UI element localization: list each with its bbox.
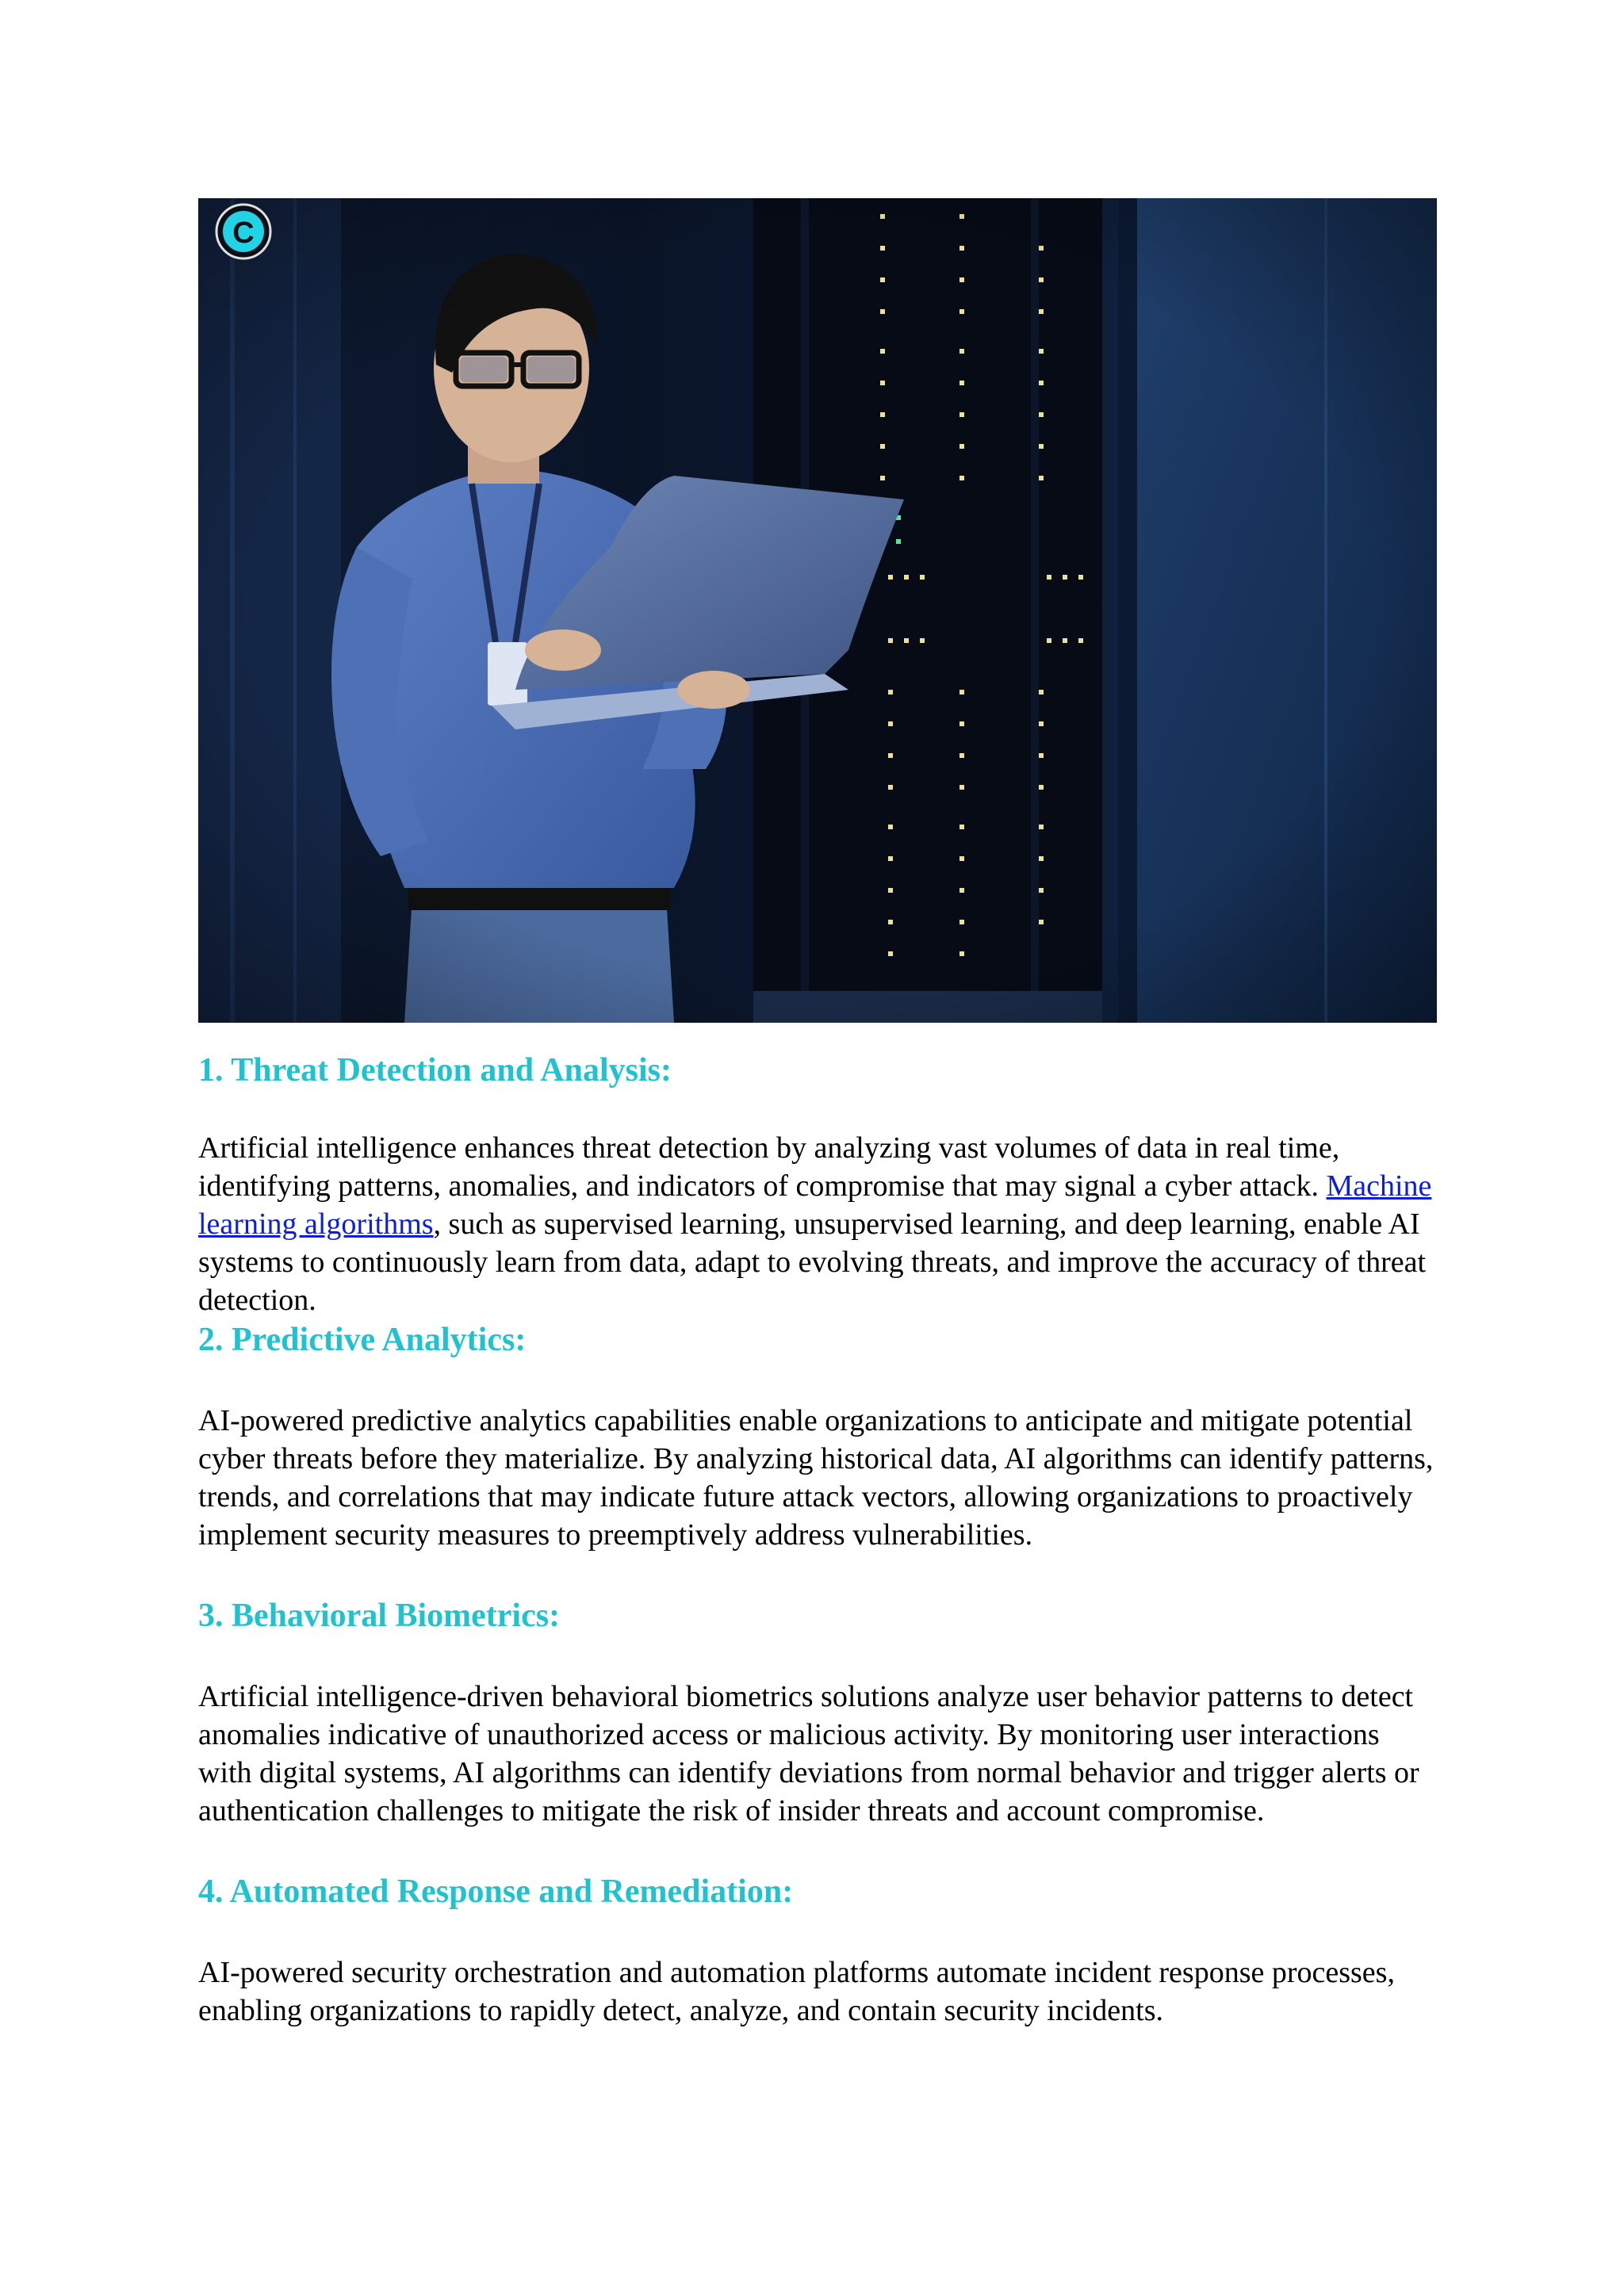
hero-image xyxy=(198,198,1437,1023)
section-title-automated-response: 4. Automated Response and Remediation: xyxy=(198,1873,794,1910)
section-title-behavioral-biometrics: 3. Behavioral Biometrics: xyxy=(198,1598,561,1634)
article-content xyxy=(198,198,1437,2030)
c-logo-icon xyxy=(216,205,270,258)
body-text-part: Artificial intelligence enhances threat detection by analyzing vast volumes of data in real time, identifying patterns, anomalies, and indicators of compromise that may signal a cyber attack. xyxy=(198,1131,1340,1203)
machine-learning-link[interactable]: Machine learning algorithms xyxy=(198,1169,1432,1241)
body-text-part: , such as supervised learning, unsupervised learning, and deep learning, enable AI systems to continuously learn from data, adapt to evolving threats, and improve the accuracy of threat detection. xyxy=(198,1207,1427,1317)
section-title-predictive-analytics: 2. Predictive Analytics: xyxy=(198,1322,527,1358)
section-body-predictive-analytics: AI-powered predictive analytics capabilities enable organizations to anticipate and mitigate potential cyber threats before they materialize. By analyzing historical data, AI algorithms can identify patterns, trends, and correlations that may indicate future attack vectors, allowing organizations to proactively implement security measures to preemptively address vulnerabilities. xyxy=(198,1404,1434,1552)
section-body-threat-detection xyxy=(198,1129,1437,1319)
logo-letter: C xyxy=(232,216,255,250)
section-body-behavioral-biometrics: Artificial intelligence-driven behavioral biometrics solutions analyze user behavior patterns to detect anomalies indicative of unauthorized access or malicious activity. By monitoring user interactions with digital systems, AI algorithms can identify deviations from normal behavior and trigger alerts or authentication challenges to mitigate the risk of insider threats and account compromise. xyxy=(198,1680,1419,1827)
section-body-automated-response: AI-powered security orchestration and automation platforms automate incident response processes, enabling organizations to rapidly detect, analyze, and contain security incidents. xyxy=(198,1956,1395,2027)
section-title-threat-detection: 1. Threat Detection and Analysis: xyxy=(198,1052,672,1089)
